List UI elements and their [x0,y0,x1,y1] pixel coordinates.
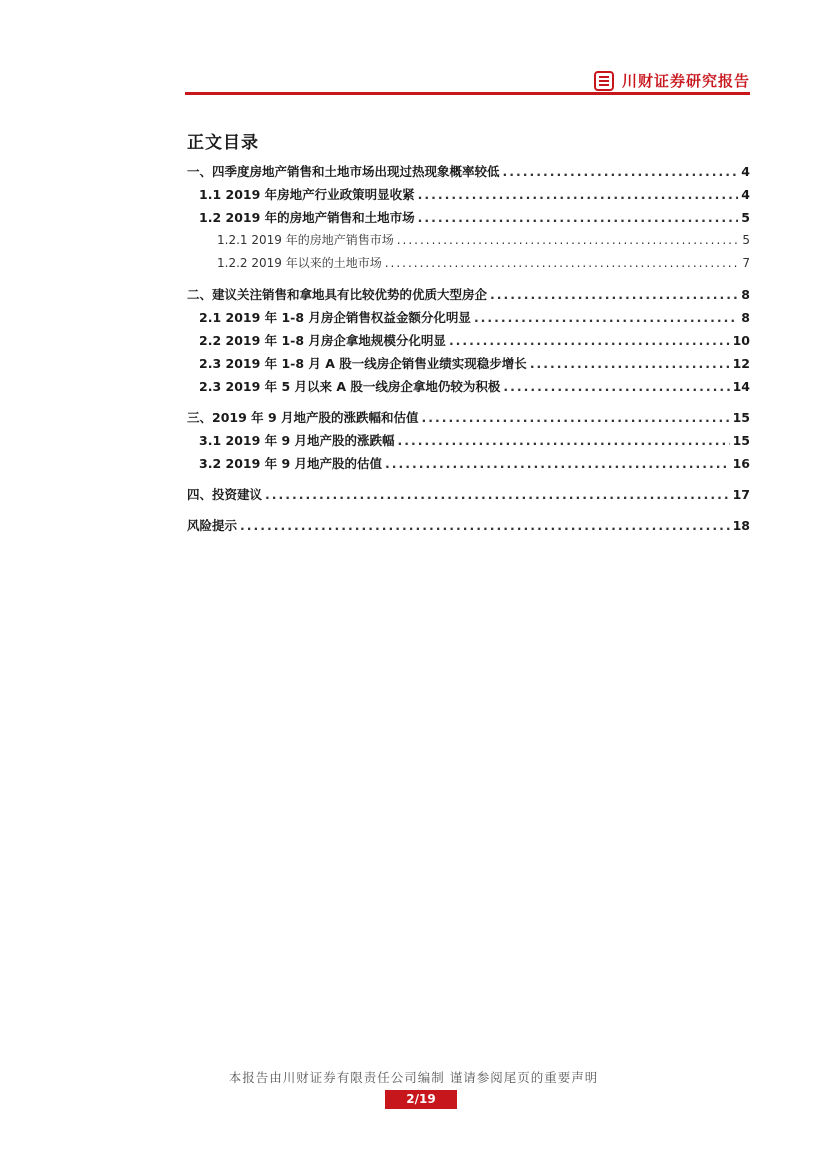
footer-disclaimer: 本报告由川财证券有限责任公司编制 谨请参阅尾页的重要声明 [228,1070,599,1085]
toc-leader-dots [398,429,730,452]
toc-leader-dots [385,452,730,475]
toc-entry[interactable] [187,352,750,375]
toc-leader-dots [474,306,738,329]
toc-entry-page: 4 [741,187,750,202]
toc-entry-label: 1.1 2019 年房地产行业政策明显收紧 [199,187,415,202]
toc-entry[interactable] [187,329,750,352]
toc-entry[interactable] [187,160,750,183]
toc-entry-label: 三、2019 年 9 月地产股的涨跌幅和估值 [187,410,419,425]
toc-entry-page: 12 [732,356,750,371]
toc-entry[interactable] [187,514,750,537]
toc-leader-dots [503,375,729,398]
toc-entry-page: 8 [741,310,750,325]
toc-leader-dots [240,514,730,537]
toc-entry-label: 3.2 2019 年 9 月地产股的估值 [199,456,383,471]
toc-entry-page: 5 [742,233,750,247]
toc-entry-page: 4 [741,164,750,179]
toc-entry-page: 17 [732,487,750,502]
toc-leader-dots [385,252,740,275]
toc-entry[interactable] [187,452,750,475]
header-rule [185,92,750,95]
toc-entry-label: 2.3 2019 年 5 月以来 A 股一线房企拿地仍较为积极 [199,379,501,394]
toc-entry[interactable] [187,306,750,329]
toc-entry[interactable] [187,206,750,229]
page-number: 2/19 [385,1090,457,1109]
toc-entry-label: 风险提示 [187,518,238,533]
toc-leader-dots [449,329,730,352]
toc-title: 正文目录 [187,133,259,153]
toc-entry-label: 2.1 2019 年 1-8 月房企销售权益金额分化明显 [199,310,471,325]
toc-leader-dots [530,352,730,375]
table-of-contents [187,160,750,537]
toc-entry-page: 16 [732,456,750,471]
chuancai-logo-icon [594,71,614,91]
toc-leader-dots [418,183,739,206]
toc-entry[interactable] [187,429,750,452]
toc-entry-page: 10 [732,333,750,348]
brand-name: 川财证券研究报告 [621,72,750,90]
toc-entry-page: 7 [742,256,750,270]
toc-leader-dots [503,160,739,183]
toc-entry-label: 2.2 2019 年 1-8 月房企拿地规模分化明显 [199,333,446,348]
toc-entry[interactable] [187,229,750,252]
toc-entry-page: 18 [732,518,750,533]
toc-entry[interactable] [187,283,750,306]
toc-entry[interactable] [187,406,750,429]
toc-entry-label: 1.2.2 2019 年以来的土地市场 [217,256,382,270]
toc-entry[interactable] [187,483,750,506]
toc-entry-label: 四、投资建议 [187,487,263,502]
toc-entry-page: 5 [741,210,750,225]
toc-entry-page: 8 [741,287,750,302]
toc-entry[interactable] [187,183,750,206]
toc-entry-label: 3.1 2019 年 9 月地产股的涨跌幅 [199,433,395,448]
toc-leader-dots [490,283,738,306]
brand [594,70,750,91]
toc-leader-dots [397,229,740,252]
toc-entry-page: 15 [732,433,750,448]
toc-entry[interactable] [187,252,750,275]
toc-leader-dots [422,406,730,429]
toc-leader-dots [265,483,730,506]
toc-entry-label: 1.2 2019 年的房地产销售和土地市场 [199,210,415,225]
toc-entry-page: 15 [732,410,750,425]
toc-entry-label: 二、建议关注销售和拿地具有比较优势的优质大型房企 [187,287,488,302]
toc-entry-label: 1.2.1 2019 年的房地产销售市场 [217,233,394,247]
toc-leader-dots [418,206,739,229]
toc-entry-page: 14 [732,379,750,394]
toc-entry-label: 2.3 2019 年 1-8 月 A 股一线房企销售业绩实现稳步增长 [199,356,527,371]
toc-entry-label: 一、四季度房地产销售和土地市场出现过热现象概率较低 [187,164,500,179]
toc-entry[interactable] [187,375,750,398]
